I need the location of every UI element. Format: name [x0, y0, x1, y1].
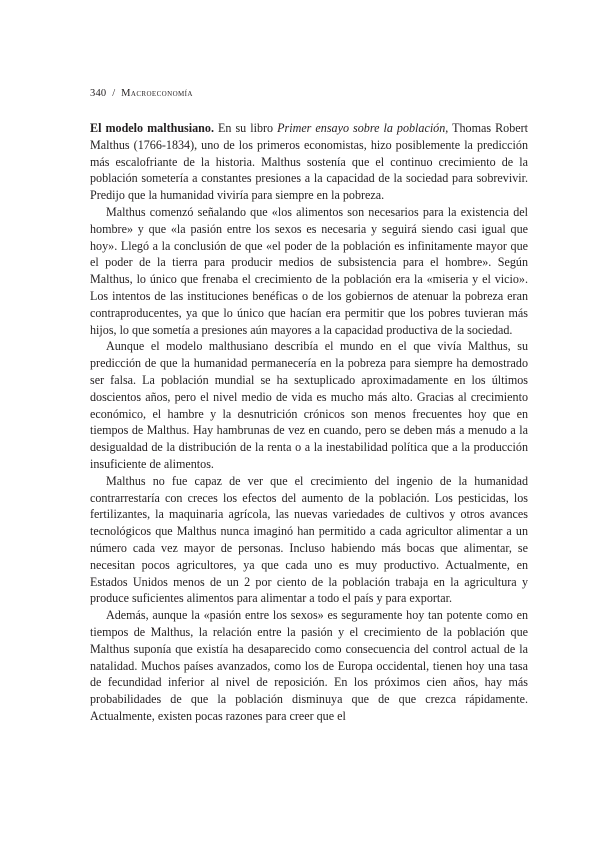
section-title: Macroeconomía	[121, 88, 193, 99]
paragraph-2: Malthus comenzó señalando que «los alimentos son necesarios para la existencia del hombre» y que «la pasión entre los sexos es necesaria y seguirá siendo casi igual que hoy». Llegó a la conclusión de que «el poder de la población es infinitamente mayor que el poder de la tierra para producir medios de subsistencia para el hombre». Según Malthus, lo único que frenaba el crecimiento de la población era la «miseria y el vicio». Los intentos de las instituciones benéficas o de los gobiernos de atenuar la pobreza eran contraproducentes, ya que lo único que hacían era permitir que los pobres tuvieran más hijos, lo que sometía a presiones aún mayores a la capacidad productiva de la sociedad.	[90, 204, 528, 337]
paragraph-3: Aunque el modelo malthusiano describía el mundo en el que vivía Malthus, su predicción de que la humanidad permanecería en la pobreza para siempre ha demostrado ser falsa. La población mundial se ha sextuplicado aproximadamente en los últimos doscientos años, pero el nivel medio de vida es mucho más alto. Gracias al crecimiento económico, el hambre y la desnutrición crónicos son menos frecuentes hoy que en tiempos de Malthus. Hay hambrunas de vez en cuando, pero se deben más a menudo a la desigualdad de la distribución de la renta o a la inestabilidad política que a la producción insuficiente de alimentos.	[90, 339, 528, 471]
body-text	[90, 120, 528, 725]
header-separator: /	[112, 88, 116, 99]
section-heading: El modelo malthusiano.	[90, 121, 214, 135]
book-title: Primer ensayo sobre la población	[277, 121, 446, 135]
paragraph-intro-post: , Thomas Robert Malthus (1766-1834), uno de los primeros economistas, hizo posiblemente la predicción más escalofriante de la historia. Malthus sostenía que el continuo crecimiento de la población sometería a constantes presiones a la capacidad de la sociedad para sobrevivir. Predijo que la humanidad viviría para siempre en la pobreza.	[90, 121, 529, 203]
paragraph-intro-pre: En su libro	[213, 121, 278, 135]
paragraph-intro	[90, 120, 528, 204]
paragraph-5: Además, aunque la «pasión entre los sexos» es seguramente hoy tan potente como en tiempos de Malthus, la relación entre la pasión y el crecimiento de la población que Malthus suponía que existía ha desaparecido como consecuencia del control actual de la natalidad. Muchos países avanzados, como los de Europa occidental, tienen hoy una tasa de fecundidad inferior al nivel de reposición. En los próximos cien años, hay más probabilidades de que la población disminuya que de que crezca rápidamente. Actualmente, existen pocas razones para creer que el	[90, 608, 528, 723]
page-number: 340	[90, 88, 107, 99]
paragraph-4: Malthus no fue capaz de ver que el crecimiento del ingenio de la humanidad contrarrestaría con creces los efectos del aumento de la población. Los pesticidas, los fertilizantes, la maquinaria agrícola, las nuevas variedades de cultivos y otros avances tecnológicos que Malthus nunca imaginó han permitido a cada agricultor alimentar a un número cada vez mayor de personas. Incluso habiendo más bocas que alimentar, se necesitan pocos agricultores, ya que cada uno es muy productivo. Actualmente, en Estados Unidos menos de un 2 por ciento de la población trabaja en la agricultura y produce suficientes alimentos para alimentar a todo el país y para exportar.	[90, 473, 528, 606]
running-header	[90, 88, 193, 99]
